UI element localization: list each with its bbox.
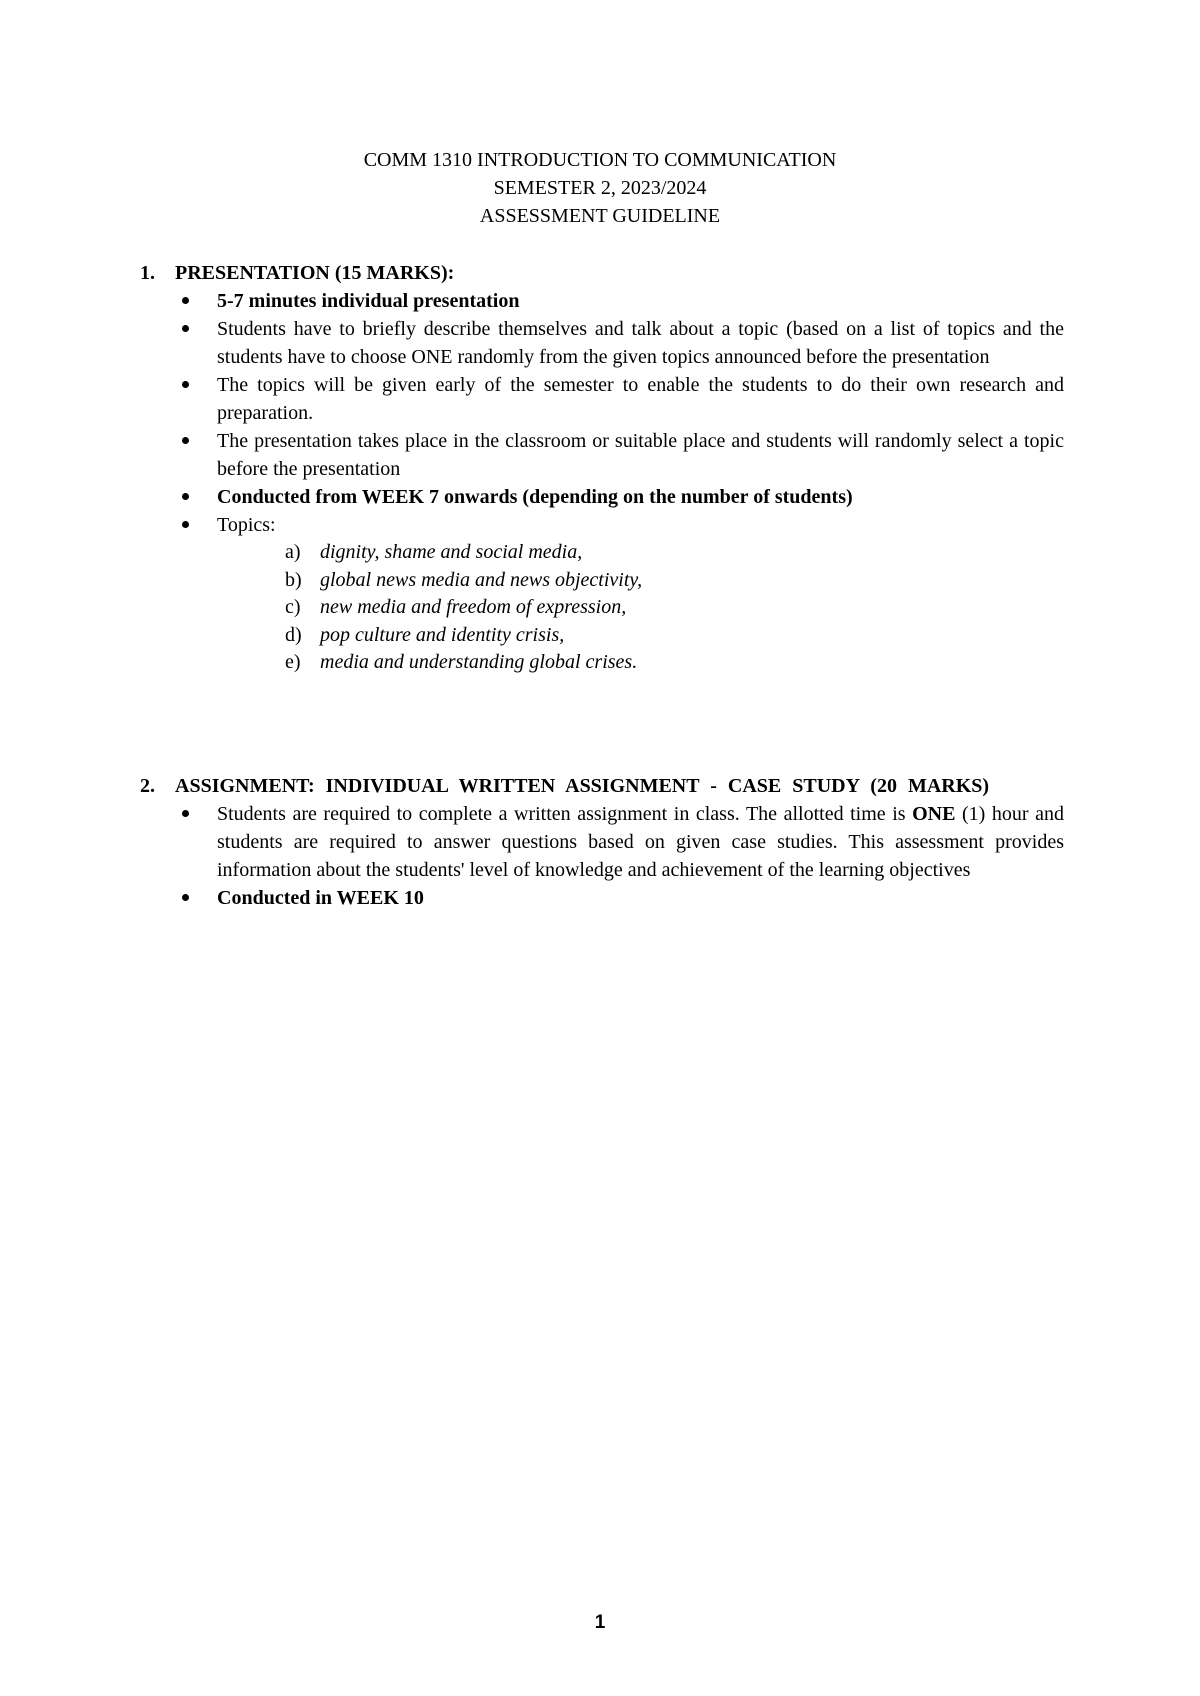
- section-presentation: [140, 259, 1064, 677]
- bullet-list: [140, 287, 1064, 539]
- topic-item: [285, 567, 1064, 595]
- topic-text: new media and freedom of expression,: [320, 596, 627, 618]
- bullet-text: Topics:: [217, 514, 276, 536]
- section-heading: [140, 259, 1064, 287]
- section-title: PRESENTATION (15 MARKS):: [175, 262, 455, 284]
- bullet-item: [140, 427, 1064, 483]
- topic-letter: b): [285, 568, 302, 591]
- bullet-text: Students have to briefly describe themselves and talk about a topic (based on a list of topics and the students have to choose ONE randomly from the given topics announced before the presentation: [217, 318, 1064, 368]
- guideline-title: ASSESSMENT GUIDELINE: [479, 205, 721, 227]
- bullet-item: [140, 884, 1064, 912]
- bullet-text: Conducted from WEEK 7 onwards (depending on the number of students): [217, 486, 853, 508]
- bullet-item: [140, 511, 1064, 539]
- course-title: COMM 1310 INTRODUCTION TO COMMUNICATION: [363, 149, 837, 171]
- bullet-icon: [140, 427, 217, 483]
- bullet-icon: [140, 511, 217, 539]
- bullet-item: [140, 371, 1064, 427]
- topic-letter: a): [285, 541, 301, 563]
- bullet-item: [140, 800, 1064, 884]
- bullet-item: [140, 483, 1064, 511]
- topic-item: [285, 649, 1064, 677]
- bullet-text-part: Students are required to complete a written assignment in class. The allotted time is: [217, 803, 913, 825]
- bullet-icon: [140, 483, 217, 511]
- topic-text: dignity, shame and social media,: [320, 541, 583, 563]
- bullet-text: The presentation takes place in the classroom or suitable place and students will randomly select a topic before the presentation: [217, 430, 1064, 480]
- bullet-list: [140, 800, 1064, 912]
- bullet-icon: [140, 315, 217, 371]
- section-number: 2.: [140, 775, 155, 797]
- bullet-text: Conducted in WEEK 10: [217, 887, 424, 909]
- topic-text: global news media and news objectivity,: [320, 568, 643, 591]
- topic-letter: c): [285, 596, 301, 618]
- bullet-icon: [140, 287, 217, 315]
- bullet-icon: [140, 800, 217, 884]
- topic-item: [285, 594, 1064, 622]
- topic-letter: e): [285, 651, 301, 673]
- topic-text: pop culture and identity crisis,: [320, 623, 565, 646]
- emphasis-one: ONE: [912, 803, 956, 825]
- topic-text: media and understanding global crises.: [320, 651, 638, 673]
- bullet-item: [140, 287, 1064, 315]
- section-title: ASSIGNMENT: INDIVIDUAL WRITTEN ASSIGNMENT - CASE STUDY (20 MARKS): [175, 775, 990, 797]
- bullet-icon: [140, 884, 217, 912]
- document-header: [0, 146, 1200, 230]
- topic-list: [140, 539, 1064, 677]
- bullet-icon: [140, 371, 217, 427]
- page-number: 1: [594, 1612, 606, 1633]
- topic-item: [285, 539, 1064, 567]
- bullet-text: 5-7 minutes individual presentation: [217, 290, 520, 312]
- bullet-text: The topics will be given early of the semester to enable the students to do their own research and preparation.: [217, 374, 1064, 424]
- section-heading: [140, 772, 1064, 800]
- semester-line: SEMESTER 2, 2023/2024: [493, 177, 707, 199]
- bullet-item: [140, 315, 1064, 371]
- bullet-text-part: (1) hour and students are required to answer questions based on given case studies. This assessment provides information about the students' level of knowledge and achievement of the learning objectives: [217, 803, 1064, 881]
- bullet-text: [217, 800, 1064, 884]
- topic-letter: d): [285, 623, 302, 646]
- section-assignment: [140, 772, 1064, 912]
- section-number: 1.: [140, 262, 155, 284]
- topic-item: [285, 622, 1064, 650]
